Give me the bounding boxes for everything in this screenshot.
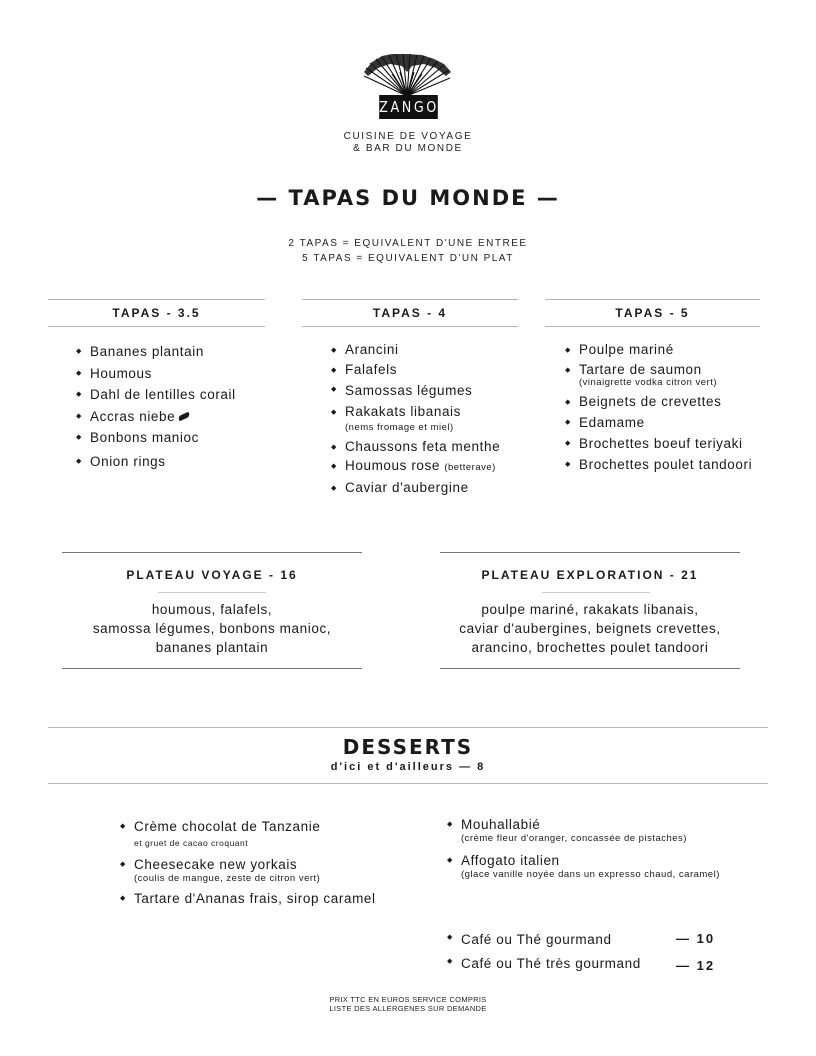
tapas-subtitle-line-2: 5 TAPAS = EQUIVALENT D'UN PLAT (302, 253, 514, 264)
tapas-subtitle-line-1: 2 TAPAS = EQUIVALENT D'UNE ENTREE (288, 238, 528, 249)
menu-item: ◆ Café ou Thé gourmand (447, 928, 641, 952)
tapas-subtitle (0, 236, 816, 266)
menu-item: ◆ Falafels (331, 360, 500, 380)
tapas-col-1-title: TAPAS - 3.5 (112, 306, 201, 320)
description-line: caviar d'aubergines, beignets crevettes, (459, 621, 721, 636)
menu-item: ◆ Edamame (565, 412, 752, 433)
tapas-col-2-title: TAPAS - 4 (372, 306, 448, 320)
menu-item: ◆ Onion rings (76, 451, 236, 473)
divider (62, 552, 362, 553)
item-note: (vinaigrette vodka citron vert) (579, 377, 717, 388)
footer-line-2: LISTE DES ALLERGENES SUR DEMANDE (329, 1004, 487, 1013)
menu-item: ◆ Accras niebe (76, 406, 236, 428)
logo-wordmark: ZANGO (379, 95, 438, 119)
plateau-voyage-description (62, 600, 362, 657)
menu-item: ◆ Poulpe mariné (565, 340, 752, 360)
menu-item: ◆ Houmous rose (betterave) (331, 456, 500, 478)
menu-item: ◆ Brochettes poulet tandoori (565, 454, 752, 475)
divider (62, 668, 362, 669)
item-note: (crème fleur d'oranger, concassée de pistaches) (461, 833, 687, 844)
description-line: poulpe mariné, rakakats libanais, (481, 602, 699, 617)
desserts-subtitle: d'ici et d'ailleurs — 8 (330, 761, 486, 773)
tapas-col-1-list (76, 341, 236, 472)
divider (545, 326, 760, 327)
tres-gourmand-price: — 12 (676, 958, 716, 973)
description-line: samossa légumes, bonbons manioc, (92, 621, 332, 636)
description-line: bananes plantain (155, 640, 269, 655)
divider (158, 592, 266, 593)
divider (440, 552, 740, 553)
menu-item: ◆ Caviar d'aubergine (331, 478, 500, 498)
gourmand-list (447, 928, 641, 976)
item-note: (coulis de mangue, zeste de citron vert) (134, 873, 321, 884)
menu-item: ◆ Houmous (76, 363, 236, 385)
description-line: houmous, falafels, (151, 602, 273, 617)
description-line: arancino, brochettes poulet tandoori (471, 640, 709, 655)
menu-item: ◆ Crème chocolat de Tanzanie et gruet de cacao croquant (120, 817, 376, 849)
menu-item: ◆ Rakakats libanais (nems fromage et miel) (331, 402, 500, 434)
item-note: (nems fromage et miel) (345, 421, 454, 433)
menu-item: ◆ Brochettes boeuf teriyaki (565, 433, 752, 454)
plateau-voyage-title: PLATEAU VOYAGE - 16 (126, 568, 298, 582)
footer (0, 995, 816, 1013)
tapas-col-2-list (331, 340, 500, 497)
divider (440, 668, 740, 669)
tapas-col-3-list (565, 340, 752, 475)
menu-item: ◆ Café ou Thé très gourmand (447, 952, 641, 976)
divider (302, 326, 518, 327)
menu-item: ◆ Bananes plantain (76, 341, 236, 363)
zango-logo (362, 54, 452, 122)
menu-item: ◆ Samossas légumes (331, 379, 500, 402)
footer-line-1: PRIX TTC EN EUROS SERVICE COMPRIS (329, 995, 487, 1004)
tagline-line-1: CUISINE DE VOYAGE (343, 131, 473, 142)
divider (542, 592, 650, 593)
divider (48, 783, 768, 784)
tapas-col-3-title: TAPAS - 5 (615, 306, 690, 320)
chili-pepper-icon (178, 412, 191, 422)
menu-item: ◆ Beignets de crevettes (565, 392, 752, 412)
menu-item: ◆ Arancini (331, 340, 500, 360)
menu-item: ◆ Tartare de saumon (vinaigrette vodka citron vert) (565, 360, 752, 390)
divider (302, 299, 518, 300)
divider (48, 299, 265, 300)
tagline-line-2: & BAR DU MONDE (353, 143, 463, 154)
menu-item: ◆ Mouhallabié (crème fleur d'oranger, concassée de pistaches) (447, 815, 720, 845)
item-note: et gruet de cacao croquant (134, 838, 249, 848)
plateau-exploration-title: PLATEAU EXPLORATION - 21 (481, 568, 699, 582)
menu-item: ◆ Dahl de lentilles corail (76, 384, 236, 406)
gourmand-price: — 10 (676, 931, 716, 946)
menu-item: ◆ Affogato italien (glace vanille noyée dans un expresso chaud, caramel) (447, 851, 720, 881)
desserts-left-list (120, 817, 376, 909)
tapas-section-title: — TAPAS DU MONDE — (256, 186, 560, 210)
desserts-section-title: DESSERTS (342, 735, 474, 759)
divider (48, 326, 265, 327)
menu-item: ◆ Chaussons feta menthe (331, 437, 500, 457)
item-note: (glace vanille noyée dans un expresso chaud, caramel) (461, 869, 720, 880)
divider (545, 299, 760, 300)
desserts-right-list (447, 815, 720, 884)
item-note: (betterave) (444, 462, 496, 473)
divider (48, 727, 768, 728)
palm-tree-icon (362, 54, 452, 98)
menu-item: ◆ Tartare d'Ananas frais, sirop caramel (120, 889, 376, 909)
menu-item: ◆ Cheesecake new yorkais (coulis de mangue, zeste de citron vert) (120, 855, 376, 885)
menu-item: ◆ Bonbons manioc (76, 427, 236, 449)
plateau-exploration-description (440, 600, 740, 657)
